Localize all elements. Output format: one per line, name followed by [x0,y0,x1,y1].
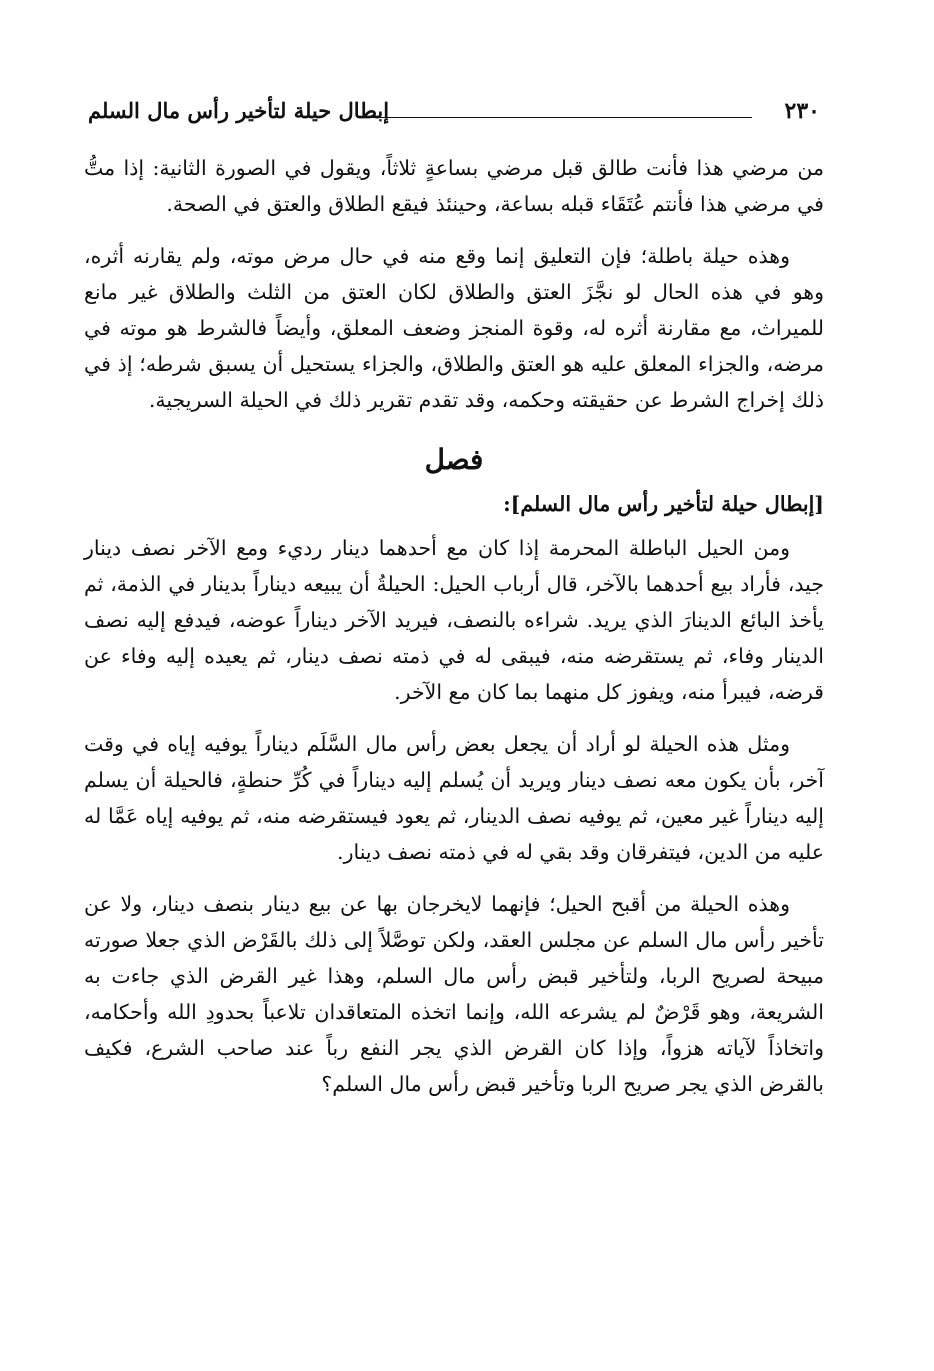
section-heading: فصل [424,443,484,476]
page-header [88,96,820,136]
paragraph: وهذه حيلة باطلة؛ فإن التعليق إنما وقع منه في حال مرض موته، ولم يقارنه أثره، وهو في هذه الحال لو نجَّزَ العتق والطلاق لكان العتق من الثلث والطلاق غير مانع للميراث، مع مقارنة أثره له، وقوة المنجز وضعف المعلق، وأيضاً فالشرط هو موته في مرضه، والجزاء المعلق عليه هو العتق والطلاق، والجزاء يستحيل أن يسبق شرطه؛ إذ في ذلك إخراج الشرط عن حقيقته وحكمه، وقد تقدم تقرير ذلك في الحيلة السريجية. [84,244,824,412]
section-subheading: [إبطال حيلة لتأخير رأس مال السلم]: [503,492,824,516]
paragraph-continuation: من مرضي هذا فأنت طالق قبل مرضي بساعةٍ ثلاثاً، ويقول في الصورة الثانية: إذا متُّ في مرضي هذا فأنتم عُتَقَاء قبله بساعة، وحينئذ فيقع الطلاق والعتق في الصحة. [84,156,824,216]
running-title: إبطال حيلة لتأخير رأس مال السلم [88,98,390,123]
page-number: ٢٣٠ [784,98,820,124]
paragraph: ومثل هذه الحيلة لو أراد أن يجعل بعض رأس مال السَّلَم ديناراً يوفيه إياه في وقت آخر، بأن يكون معه نصف دينار ويريد أن يُسلم إليه ديناراً في كُرِّ حنطةٍ، فالحيلة أن يسلم إليه ديناراً غير معين، ثم يوفيه نصف الدينار، ثم يعود فيستقرضه منه، ثم يوفيه إياه عَمَّا له عليه من الدين، فيتفرقان وقد بقي له في ذمته نصف دينار. [84,732,824,864]
paragraph: ومن الحيل الباطلة المحرمة إذا كان مع أحدهما دينار رديء ومع الآخر نصف دينار جيد، فأراد بيع أحدهما بالآخر، قال أرباب الحيل: الحيلةُ أن يبيعه ديناراً بدينار في الذمة، ثم يأخذ البائع الدينارَ الذي يريد. شراءه بالنصف، فيريد الآخر ديناراً عوضه، فيدفع إليه نصف الدينار وفاء، ثم يستقرضه منه، فيبقى له في ذمته نصف دينار، ثم يعيده إليه وفاء عن قرضه، فيبرأ منه، ويفوز كل منهما بما كان مع الآخر. [84,536,824,704]
paragraph: وهذه الحيلة من أقبح الحيل؛ فإنهما لايخرجان بها عن بيع دينار بنصف دينار، ولا عن تأخير رأس مال السلم عن مجلس العقد، ولكن توصَّلاً إلى ذلك بالقَرْض الذي جعلا صورته مبيحة لصريح الربا، ولتأخير قبض رأس مال السلم، وهذا غير القرض الذي جاءت به الشريعة، وهو قَرْضٌ لم يشرعه الله، وإنما اتخذه المتعاقدان تلاعباً بحدودِ الله وأحكامه، واتخاذاً لآياته هزواً، وإذا كان القرض الذي يجر النفع رباً عند صاحب الشرع، فكيف بالقرض الذي يجر صريح الربا وتأخير قبض رأس مال السلم؟ [84,892,824,1096]
header-rule [358,117,752,118]
page-body [84,150,824,1118]
